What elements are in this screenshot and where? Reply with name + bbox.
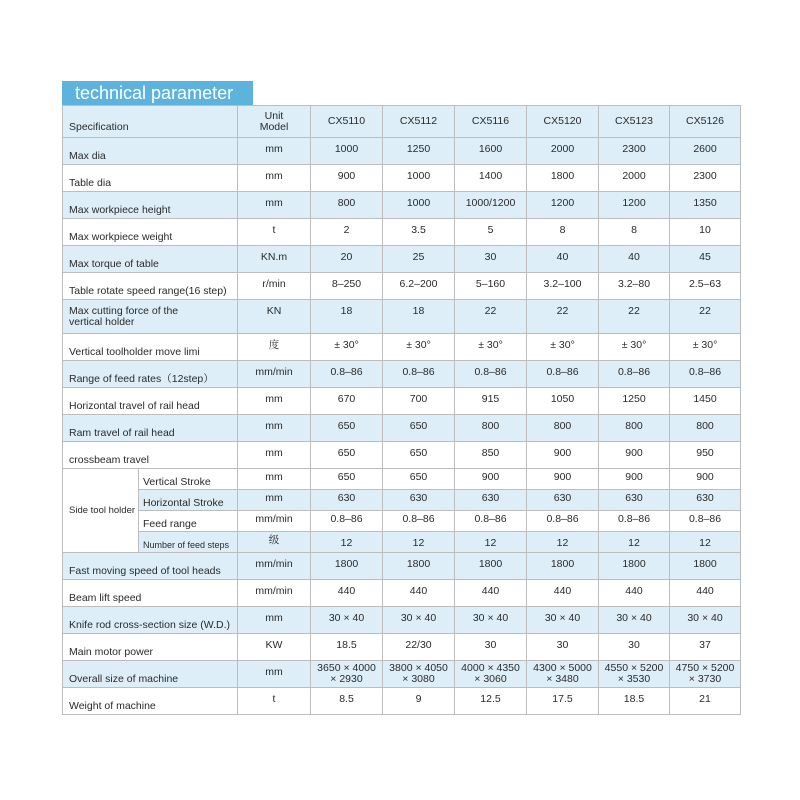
row-value: 1800 [527, 553, 599, 580]
row-value: 3.2–100 [527, 273, 599, 300]
row-value: 4750 × 5200 × 3730 [670, 661, 741, 688]
row-value: 12 [527, 532, 599, 553]
row-value: 18.5 [599, 688, 670, 715]
row-value: 900 [527, 469, 599, 490]
row-value: 1200 [599, 192, 670, 219]
row-value: 18 [383, 300, 455, 334]
row-value: 650 [383, 415, 455, 442]
row-label: Knife rod cross-section size (W.D.) [63, 607, 238, 634]
row-value: 8.5 [311, 688, 383, 715]
row-value: 900 [599, 442, 670, 469]
row-value: 2.5–63 [670, 273, 741, 300]
row-value: 0.8–86 [311, 511, 383, 532]
row-value: 900 [311, 165, 383, 192]
section-title: technical parameter [62, 81, 253, 105]
row-value: 8 [599, 219, 670, 246]
row-label: Horizontal travel of rail head [63, 388, 238, 415]
row-label: Feed range [139, 511, 238, 532]
row-label: Fast moving speed of tool heads [63, 553, 238, 580]
row-value: ± 30° [527, 334, 599, 361]
row-value: 900 [599, 469, 670, 490]
row-value: 0.8–86 [527, 511, 599, 532]
row-value: 1000 [383, 165, 455, 192]
row-value: 800 [527, 415, 599, 442]
row-value: 3800 × 4050 × 3080 [383, 661, 455, 688]
row-label: Range of feed rates（12step） [63, 361, 238, 388]
row-unit: mm [238, 192, 311, 219]
row-label: Table rotate speed range(16 step) [63, 273, 238, 300]
row-unit: mm [238, 661, 311, 688]
row-value: 12.5 [455, 688, 527, 715]
row-value: 2000 [599, 165, 670, 192]
row-value: 1000 [383, 192, 455, 219]
row-value: 630 [311, 490, 383, 511]
row-value: 630 [670, 490, 741, 511]
row-value: 45 [670, 246, 741, 273]
row-value: 30 × 40 [383, 607, 455, 634]
table-row [63, 607, 741, 634]
row-value: 30 [455, 246, 527, 273]
row-value: 40 [599, 246, 670, 273]
row-value: 21 [670, 688, 741, 715]
table-row [63, 553, 741, 580]
row-value: 1050 [527, 388, 599, 415]
row-value: 4000 × 4350 × 3060 [455, 661, 527, 688]
row-label: Number of feed steps [139, 532, 238, 553]
row-value: 37 [670, 634, 741, 661]
row-value: 440 [670, 580, 741, 607]
row-value: 2300 [599, 138, 670, 165]
table-row [63, 688, 741, 715]
row-value: 1450 [670, 388, 741, 415]
row-value: 440 [311, 580, 383, 607]
table-row [63, 634, 741, 661]
row-value: 30 [455, 634, 527, 661]
row-label: Beam lift speed [63, 580, 238, 607]
row-value: 30 × 40 [455, 607, 527, 634]
row-unit: mm [238, 138, 311, 165]
technical-parameter-table [62, 105, 741, 715]
header-model: CX5112 [383, 106, 455, 138]
row-value: 22 [527, 300, 599, 334]
row-value: ± 30° [311, 334, 383, 361]
row-unit: t [238, 688, 311, 715]
row-value: 2 [311, 219, 383, 246]
table-row [63, 361, 741, 388]
row-value: 0.8–86 [311, 361, 383, 388]
row-unit: mm [238, 469, 311, 490]
row-value: 10 [670, 219, 741, 246]
row-value: 12 [670, 532, 741, 553]
row-value: 850 [455, 442, 527, 469]
row-value: 0.8–86 [599, 511, 670, 532]
header-model: CX5123 [599, 106, 670, 138]
row-value: 1000/1200 [455, 192, 527, 219]
row-value: 18 [311, 300, 383, 334]
table-row [63, 511, 741, 532]
row-value: 1350 [670, 192, 741, 219]
row-value: 2000 [527, 138, 599, 165]
row-value: 40 [527, 246, 599, 273]
row-value: 1800 [455, 553, 527, 580]
row-value: 1800 [527, 165, 599, 192]
row-value: 650 [311, 469, 383, 490]
row-unit: mm [238, 415, 311, 442]
row-value: 22 [455, 300, 527, 334]
row-value: 630 [527, 490, 599, 511]
row-value: 12 [599, 532, 670, 553]
row-label: Vertical toolholder move limi [63, 334, 238, 361]
row-value: 650 [383, 469, 455, 490]
row-value: 440 [455, 580, 527, 607]
row-value: 0.8–86 [670, 511, 741, 532]
row-value: 440 [599, 580, 670, 607]
row-value: ± 30° [455, 334, 527, 361]
table-row [63, 442, 741, 469]
row-label: Main motor power [63, 634, 238, 661]
row-value: 900 [527, 442, 599, 469]
row-label: Weight of machine [63, 688, 238, 715]
row-value: 0.8–86 [455, 361, 527, 388]
table-row [63, 138, 741, 165]
row-value: 0.8–86 [455, 511, 527, 532]
row-label: Max workpiece height [63, 192, 238, 219]
row-value: 20 [311, 246, 383, 273]
header-model: CX5120 [527, 106, 599, 138]
row-value: 2600 [670, 138, 741, 165]
row-unit: mm [238, 490, 311, 511]
table-row [63, 661, 741, 688]
row-value: 12 [311, 532, 383, 553]
row-value: 22/30 [383, 634, 455, 661]
row-unit: KW [238, 634, 311, 661]
row-value: 630 [383, 490, 455, 511]
row-value: 30 × 40 [670, 607, 741, 634]
row-value: 1250 [599, 388, 670, 415]
row-unit: mm [238, 388, 311, 415]
row-value: 1000 [311, 138, 383, 165]
table-row [63, 273, 741, 300]
row-value: 800 [311, 192, 383, 219]
table-row [63, 334, 741, 361]
row-value: 630 [455, 490, 527, 511]
row-value: 2300 [670, 165, 741, 192]
row-value: 950 [670, 442, 741, 469]
row-unit: mm [238, 607, 311, 634]
row-value: 3.5 [383, 219, 455, 246]
row-value: 440 [527, 580, 599, 607]
row-value: 5–160 [455, 273, 527, 300]
row-value: 12 [383, 532, 455, 553]
row-value: 8–250 [311, 273, 383, 300]
row-label: Horizontal Stroke [139, 490, 238, 511]
row-label: crossbeam travel [63, 442, 238, 469]
row-value: 0.8–86 [383, 361, 455, 388]
row-label: Max torque of table [63, 246, 238, 273]
row-value: 440 [383, 580, 455, 607]
row-value: ± 30° [670, 334, 741, 361]
row-value: 1400 [455, 165, 527, 192]
header-unit-model: Unit Model [238, 106, 311, 138]
row-value: 630 [599, 490, 670, 511]
table-row [63, 388, 741, 415]
row-value: 4550 × 5200 × 3530 [599, 661, 670, 688]
table-row [63, 580, 741, 607]
row-unit: KN.m [238, 246, 311, 273]
header-specification: Specification [63, 106, 238, 138]
row-value: 30 [527, 634, 599, 661]
row-unit: mm/min [238, 580, 311, 607]
row-unit: mm/min [238, 553, 311, 580]
row-label: Overall size of machine [63, 661, 238, 688]
table-row [63, 192, 741, 219]
row-value: 650 [383, 442, 455, 469]
row-value: 800 [670, 415, 741, 442]
row-value: 0.8–86 [527, 361, 599, 388]
row-value: 1800 [599, 553, 670, 580]
row-unit: mm/min [238, 511, 311, 532]
row-value: 30 [599, 634, 670, 661]
row-unit: r/min [238, 273, 311, 300]
row-unit: KN [238, 300, 311, 334]
row-value: 650 [311, 442, 383, 469]
row-value: 670 [311, 388, 383, 415]
row-value: 800 [599, 415, 670, 442]
row-value: 3.2–80 [599, 273, 670, 300]
header-model: CX5110 [311, 106, 383, 138]
row-value: 900 [455, 469, 527, 490]
row-value: 9 [383, 688, 455, 715]
table-row [63, 246, 741, 273]
table-row [63, 490, 741, 511]
header-model: CX5116 [455, 106, 527, 138]
row-value: 12 [455, 532, 527, 553]
row-label: Max dia [63, 138, 238, 165]
row-label: Ram travel of rail head [63, 415, 238, 442]
row-value: 5 [455, 219, 527, 246]
row-value: 17.5 [527, 688, 599, 715]
row-value: 1200 [527, 192, 599, 219]
header-model: CX5126 [670, 106, 741, 138]
row-value: 25 [383, 246, 455, 273]
table-row [63, 469, 741, 490]
row-label: Max workpiece weight [63, 219, 238, 246]
row-unit: 度 [238, 334, 311, 361]
row-value: 22 [670, 300, 741, 334]
table-row [63, 165, 741, 192]
table-row [63, 532, 741, 553]
row-value: 915 [455, 388, 527, 415]
row-value: 800 [455, 415, 527, 442]
row-value: 700 [383, 388, 455, 415]
row-value: 22 [599, 300, 670, 334]
row-value: 8 [527, 219, 599, 246]
row-unit: mm/min [238, 361, 311, 388]
row-value: 30 × 40 [599, 607, 670, 634]
row-unit: mm [238, 442, 311, 469]
side-tool-holder-label: Side tool holder [63, 469, 139, 553]
row-unit: mm [238, 165, 311, 192]
row-unit: 级 [238, 532, 311, 553]
table-header-row [63, 106, 741, 138]
row-label: Max cutting force of the vertical holder [63, 300, 238, 334]
row-value: 1800 [311, 553, 383, 580]
row-label: Vertical Stroke [139, 469, 238, 490]
row-value: 30 × 40 [311, 607, 383, 634]
row-value: 0.8–86 [670, 361, 741, 388]
row-value: 18.5 [311, 634, 383, 661]
table-row [63, 300, 741, 334]
row-value: 0.8–86 [383, 511, 455, 532]
row-value: 1250 [383, 138, 455, 165]
row-value: 1600 [455, 138, 527, 165]
row-value: ± 30° [383, 334, 455, 361]
row-value: 6.2–200 [383, 273, 455, 300]
row-unit: t [238, 219, 311, 246]
row-value: ± 30° [599, 334, 670, 361]
row-value: 650 [311, 415, 383, 442]
row-value: 900 [670, 469, 741, 490]
row-value: 4300 × 5000 × 3480 [527, 661, 599, 688]
table-row [63, 219, 741, 246]
row-value: 30 × 40 [527, 607, 599, 634]
row-value: 3650 × 4000 × 2930 [311, 661, 383, 688]
table-row [63, 415, 741, 442]
row-label: Table dia [63, 165, 238, 192]
row-value: 1800 [670, 553, 741, 580]
row-value: 0.8–86 [599, 361, 670, 388]
row-value: 1800 [383, 553, 455, 580]
